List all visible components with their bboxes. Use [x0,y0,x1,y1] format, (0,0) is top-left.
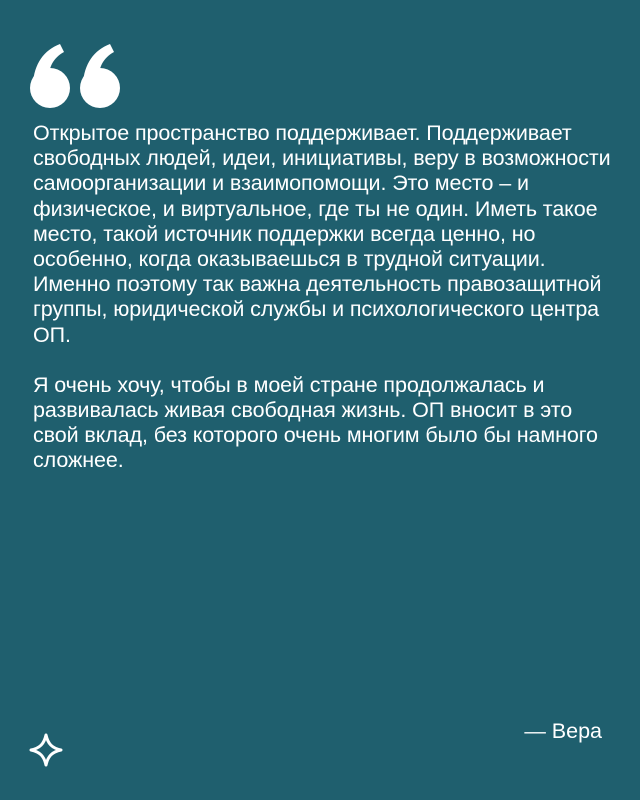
opening-quote-icon [28,40,124,110]
quote-paragraph: Открытое пространство поддерживает. Поддерживает свободных людей, идеи, инициативы, веру в возможности самоорганизации и взаимопомощи. Это место – и физическое, и виртуальное, где ты не один. Иметь такое место, такой источник поддержки всегда ценно, но особенно, когда оказываешься в трудной ситуации. Именно поэтому так важна деятельность правозащитной группы, юридической службы и психологического центра ОП. [33,121,611,347]
quote-paragraph: Я очень хочу, чтобы в моей стране продолжалась и развивалась живая свободная жизнь. ОП вносит в это свой вклад, без которого очень многим было бы намного сложнее. [33,372,598,473]
quote-body [33,121,613,474]
quote-author: — Вера [524,719,602,743]
sparkle-logo-icon [28,732,64,768]
